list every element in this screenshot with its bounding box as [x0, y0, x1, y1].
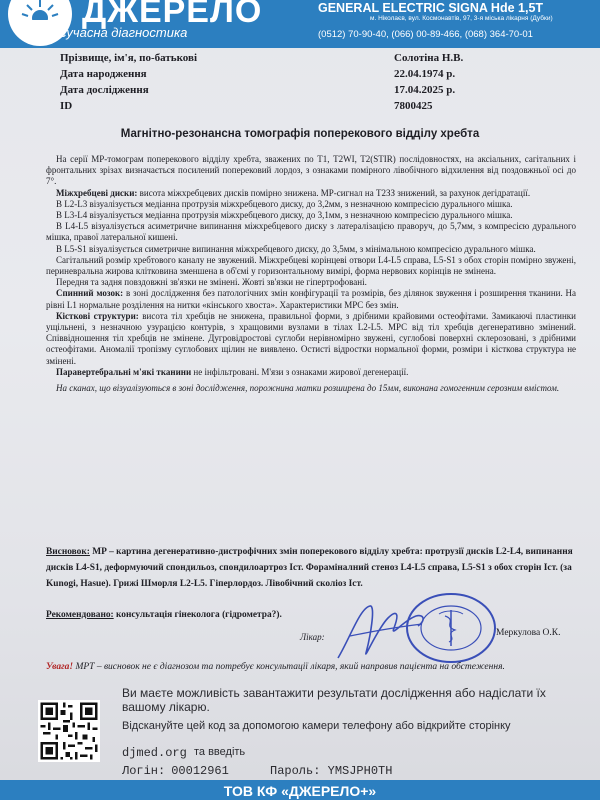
- patient-name-label: Прізвище, ім'я, по-батькові: [60, 52, 198, 64]
- recommendation-label: Рекомендовано:: [46, 610, 114, 620]
- paravertebral-label: Паравертебральні м'які тканини: [56, 366, 192, 377]
- discs-paragraph: [46, 188, 576, 199]
- clinic-phones: (0512) 70-90-40, (066) 00-89-466, (068) 364-70-01: [318, 29, 533, 40]
- incidental-finding: На сканах, що візуалізуються в зоні дослідження, порожнина матки розширена до 15мм, виконана гомогенним серозним вмістом.: [56, 383, 560, 394]
- doctor-name: Меркулова О.К.: [496, 628, 561, 638]
- l5-s1-paragraph: В L5-S1 візуалізується симетричне випинання міжхребцевого диску, до 3,5мм, з мінімальною компресією дурального мішка.: [56, 243, 536, 254]
- patient-name-value: Солотіна Н.В.: [394, 52, 464, 64]
- ligaments-paragraph: Передня та задня повздовжні зв'язки не змінені. Жовті зв'язки не гіпертрофовані.: [56, 277, 367, 288]
- warning-text: МРТ – висновок не є діагнозом та потребує консультації лікаря, який направив пацієнта на обстеження.: [73, 662, 505, 672]
- exam-date-value: 17.04.2025 р.: [394, 84, 456, 96]
- exam-date-label: Дата дослідження: [60, 84, 149, 96]
- brand-name: ДЖЕРЕЛО: [82, 0, 263, 30]
- brand-tagline: сучасна діагностика: [60, 25, 188, 40]
- download-info: Ви маєте можливість завантажити результати дослідження або надіслати їх вашому лікарю.: [122, 686, 546, 714]
- footer-company: ТОВ КФ «ДЖЕРЕЛО+»: [223, 783, 377, 799]
- clinic-stamp: [405, 592, 497, 664]
- discs-label: Міжхребцеві диски:: [56, 187, 138, 198]
- conclusion-text: МР – картина дегенеративно-дистрофічних змін поперекового відділу хребта: протрузії дисків L2-L4, випинання дисків L4-S1, деформуючий спондильоз, спондилоартроз Іст. Фораміналний стеноз L4-L5 справа, L5-S1 з обох сторін Іст. (за Kunogi, Hasue). Грижі Шморля L2-L5. Гіперлордоз. Лівобічний сколіоз Іст.: [46, 547, 573, 589]
- bone-paragraph: [46, 311, 576, 367]
- login-value: 00012961: [171, 764, 229, 778]
- warning-word: Увага!: [46, 662, 74, 672]
- login-label: Логін:: [122, 764, 166, 778]
- spinal-cord-text: в зоні дослідження без патологічних змін конфігурації та розмірів, без ділянок звуження і розширення тканини. На рівні L1 нормальне розділення на нитки «кінського хвоста». Характеристики МРС без змін.: [46, 288, 577, 310]
- password-credentials: [270, 764, 392, 778]
- conclusion-label: Висновок:: [46, 547, 90, 557]
- id-row: [60, 100, 560, 116]
- bone-label: Кісткові структури:: [56, 310, 139, 321]
- id-label: ID: [60, 100, 73, 112]
- recommendation-text: консультація гінеколога (гідрометра?).: [113, 610, 282, 620]
- patient-name-row: [60, 52, 560, 68]
- id-value: 7800425: [394, 100, 433, 112]
- canal-paragraph: Сагітальний розмір хребтового каналу не звужений. Міжхребцеві корінцеві отвори L4-L5 справа, L5-S1 з обох сторін помірно звужені, периневральна жирова клітковина зменшена в об'ємі у горизонтальному вимірі, форма нервових корінців не змінена.: [46, 254, 576, 277]
- doctor-label: Лікар:: [300, 632, 325, 642]
- equipment-title: GENERAL ELECTRIC SIGNA Hde 1,5T: [318, 1, 544, 15]
- password-label: Пароль:: [270, 764, 321, 778]
- spinal-cord-paragraph: [46, 288, 576, 310]
- l4-l5-paragraph: В L4-L5 візуалізується асиметричне випинання міжхребцевого диску з латералізацією праворуч, до 5,7мм, з компресією дурального мішка, правої латеральної кишені.: [46, 221, 576, 243]
- bone-text: висота тіл хребців не знижена, правильної форми, з дрібними крайовими остеофітами. Замикаючі пластинки ущільнені, з незначною узурацією контурів, з хращовими вузлами в тілах L2-L5. МРС від тіл хребців дегенеративно змінений. Співвідношення тіл хребців не змінене. Дугровідростові суглоби нерівномірно звужені, суглобові поверхні склерозовані, з дрібними остеофітами. Аномалії тропізму суглобових щілин не виявлено. Остисті відростки нормальної форми, розміри і кісткова структура не змінені.: [46, 310, 576, 366]
- l3-l4-paragraph: В L3-L4 візуалізується медіанна протрузія міжхребцевого диску, до 3,1мм, з незначною компресією дурального мішка.: [56, 210, 513, 221]
- dob-label: Дата народження: [60, 68, 147, 80]
- l2-l3-paragraph: В L2-L3 візуалізується медіанна протрузія міжхребцевого диску, до 3,2мм, з незначною компресією дурального мішка.: [56, 198, 513, 209]
- scan-instruction: Відскануйте цей код за допомогою камери телефону або відкрийте сторінку: [122, 720, 511, 732]
- clinic-address: м. Ніколаєв, вул. Космонавтів, 97, 3-я міська лікарня (Дубки): [370, 15, 553, 22]
- site-link[interactable]: djmed.org: [122, 746, 187, 760]
- qr-code[interactable]: [38, 700, 100, 762]
- dob-row: [60, 68, 560, 84]
- paravertebral-text: не інфільтровані. М'язи з ознаками жирової дегенерації.: [191, 366, 409, 377]
- report-body: [46, 154, 576, 394]
- spinal-cord-label: Спинний мозок:: [56, 288, 124, 299]
- discs-text: висота міжхребцевих дисків помірно знижена. МР-сигнал на Т2ЗЗ знижений, за рахунок дегідратації.: [137, 187, 531, 198]
- exam-date-row: [60, 84, 560, 100]
- warning-note: [46, 662, 576, 672]
- password-value: YMSJPH0TH: [327, 764, 393, 778]
- intro-paragraph: На серії МР-томограм поперекового відділу хребта, зважених по Т1, T2WI, T2(STIR) послідовностях, на аксіальних, сагітальних і фронтальних зрізах визначається посилений поперековий лордоз, з ознаками помірного лівобічного відхилення від поздовжньої осі до 7°.: [46, 154, 576, 187]
- site-instruction: та введіть: [194, 746, 246, 758]
- report-title: Магнітно-резонансна томографія поперекового відділу хребта: [120, 128, 480, 140]
- patient-info: [60, 52, 560, 116]
- login-credentials: [122, 764, 229, 778]
- paravertebral-paragraph: [46, 367, 576, 378]
- dob-value: 22.04.1974 р.: [394, 68, 456, 80]
- conclusion: [46, 544, 576, 592]
- logo-icon: [21, 0, 59, 20]
